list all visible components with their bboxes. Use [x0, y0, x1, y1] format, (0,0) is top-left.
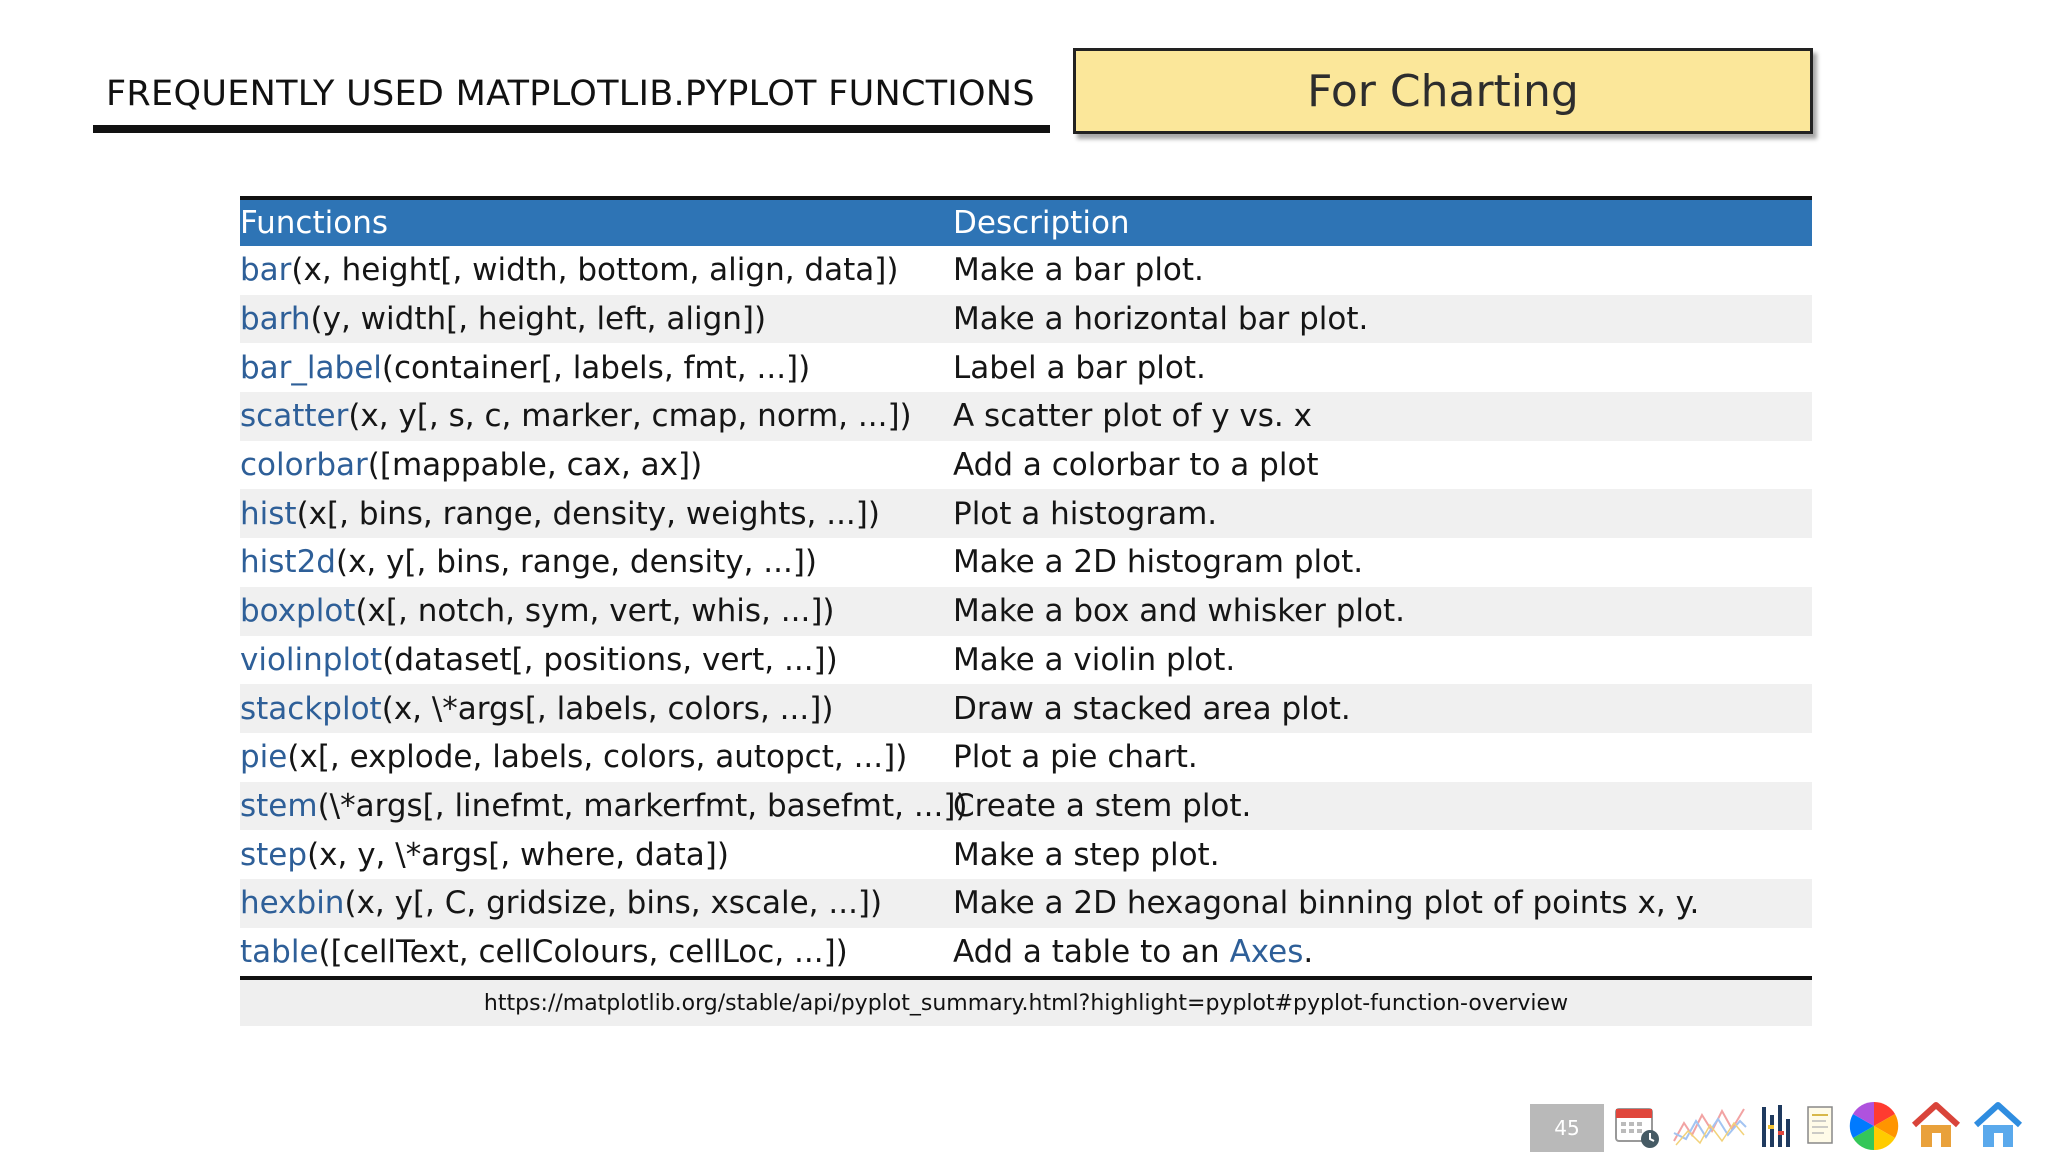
function-args: ([cellText, cellColours, cellLoc, ...]) — [318, 933, 848, 970]
function-cell — [240, 739, 953, 775]
function-name-link[interactable]: bar_label — [240, 349, 382, 386]
function-cell — [240, 837, 953, 873]
description-text: Plot a histogram. — [953, 495, 1218, 532]
table-row — [240, 441, 1812, 490]
description-cell — [953, 934, 1812, 970]
description-cell — [953, 885, 1812, 921]
home-red-icon[interactable] — [1910, 1101, 1962, 1151]
source-url[interactable]: https://matplotlib.org/stable/api/pyplot_summary.html?highlight=pyplot#pyplot-function-overview — [240, 980, 1812, 1026]
toolbar-icon-strip — [1612, 1100, 2024, 1152]
description-cell — [953, 691, 1812, 727]
document-icon[interactable] — [1804, 1101, 1838, 1151]
description-text: Plot a pie chart. — [953, 739, 1198, 776]
function-name-link[interactable]: hexbin — [240, 885, 345, 922]
description-text: Add a colorbar to a plot — [953, 447, 1319, 484]
description-cell — [953, 398, 1812, 434]
table-row — [240, 636, 1812, 685]
description-cell — [953, 544, 1812, 580]
table-row — [240, 684, 1812, 733]
bar-grid-icon[interactable] — [1758, 1101, 1794, 1151]
description-cell — [953, 252, 1812, 288]
table-row — [240, 879, 1812, 928]
description-text: Make a horizontal bar plot. — [953, 301, 1369, 338]
function-args: (x[, notch, sym, vert, whis, ...]) — [355, 593, 835, 630]
function-cell — [240, 787, 968, 824]
description-link[interactable]: Axes — [1229, 933, 1304, 970]
table-row — [240, 928, 1812, 977]
function-cell — [240, 642, 953, 678]
function-name-link[interactable]: hist — [240, 495, 297, 532]
description-tail: . — [1303, 933, 1314, 970]
description-cell — [953, 350, 1812, 386]
function-name-link[interactable]: stackplot — [240, 690, 382, 727]
function-cell — [240, 350, 953, 386]
function-name-link[interactable]: barh — [240, 301, 311, 338]
function-cell — [240, 593, 953, 629]
function-args: (\*args[, linefmt, markerfmt, basefmt, ...]) — [317, 787, 968, 824]
function-name-link[interactable]: hist2d — [240, 544, 336, 581]
function-name-link[interactable]: stem — [240, 787, 318, 824]
for-charting-tag: For Charting — [1073, 48, 1813, 134]
table-row — [240, 782, 1812, 831]
color-wheel-icon[interactable] — [1848, 1100, 1900, 1152]
function-args: (dataset[, positions, vert, ...]) — [382, 641, 838, 678]
table-row — [240, 246, 1812, 295]
function-name-link[interactable]: colorbar — [240, 447, 368, 484]
description-text: Make a bar plot. — [953, 252, 1204, 289]
table-row — [240, 295, 1812, 344]
function-cell — [240, 691, 953, 727]
description-text: Add a table to an — [953, 933, 1230, 970]
table-row — [240, 343, 1812, 392]
function-cell — [240, 934, 953, 970]
description-cell — [953, 739, 1812, 775]
header-description: Description — [953, 205, 1130, 241]
table-row — [240, 733, 1812, 782]
description-text: Make a box and whisker plot. — [953, 593, 1405, 630]
table-header-row — [240, 200, 1812, 246]
title-underline — [93, 125, 1050, 133]
page-number: 45 — [1530, 1104, 1604, 1152]
function-cell — [240, 447, 953, 483]
description-text: Label a bar plot. — [953, 349, 1206, 386]
function-cell — [240, 252, 953, 288]
function-cell — [240, 544, 953, 580]
description-text: Create a stem plot. — [953, 787, 1252, 824]
function-args: (x[, explode, labels, colors, autopct, ...]) — [287, 739, 908, 776]
function-cell — [240, 496, 953, 532]
functions-table — [240, 196, 1812, 1026]
function-args: (x[, bins, range, density, weights, ...]) — [296, 495, 880, 532]
function-args: (x, height[, width, bottom, align, data]) — [291, 252, 899, 289]
function-args: ([mappable, cax, ax]) — [367, 447, 703, 484]
function-cell — [240, 398, 953, 434]
function-args: (x, \*args[, labels, colors, ...]) — [381, 690, 834, 727]
home-blue-icon[interactable] — [1972, 1101, 2024, 1151]
function-args: (x, y[, bins, range, density, ...]) — [335, 544, 818, 581]
table-row — [240, 587, 1812, 636]
description-cell — [953, 301, 1812, 337]
description-text: Make a 2D hexagonal binning plot of points x, y. — [953, 885, 1700, 922]
function-cell — [240, 301, 953, 337]
description-text: A scatter plot of y vs. x — [953, 398, 1312, 435]
description-cell — [953, 447, 1812, 483]
function-name-link[interactable]: boxplot — [240, 593, 356, 630]
function-name-link[interactable]: violinplot — [240, 641, 383, 678]
function-name-link[interactable]: bar — [240, 252, 292, 289]
calendar-clock-icon[interactable] — [1612, 1101, 1662, 1151]
description-text: Make a 2D histogram plot. — [953, 544, 1364, 581]
description-text: Make a step plot. — [953, 836, 1220, 873]
function-cell — [240, 885, 953, 921]
description-cell — [953, 837, 1812, 873]
description-text: Draw a stacked area plot. — [953, 690, 1351, 727]
function-args: (x, y[, s, c, marker, cmap, norm, ...]) — [348, 398, 912, 435]
table-body — [240, 246, 1812, 976]
description-cell — [953, 593, 1812, 629]
table-row — [240, 392, 1812, 441]
table-row — [240, 538, 1812, 587]
function-name-link[interactable]: step — [240, 836, 308, 873]
description-text: Make a violin plot. — [953, 641, 1236, 678]
table-row — [240, 489, 1812, 538]
description-cell — [953, 788, 1812, 824]
description-cell — [953, 496, 1812, 532]
description-cell — [953, 642, 1812, 678]
line-chart-icon[interactable] — [1672, 1101, 1748, 1151]
function-args: (container[, labels, fmt, ...]) — [381, 349, 811, 386]
header-functions: Functions — [240, 205, 389, 241]
function-args: (x, y, \*args[, where, data]) — [307, 836, 729, 873]
function-name-link[interactable]: scatter — [240, 398, 349, 435]
function-name-link[interactable]: table — [240, 933, 319, 970]
function-name-link[interactable]: pie — [240, 739, 288, 776]
slide-title: FREQUENTLY USED MATPLOTLIB.PYPLOT FUNCTIONS — [106, 74, 1035, 114]
table-row — [240, 830, 1812, 879]
function-args: (y, width[, height, left, align]) — [310, 301, 767, 338]
function-args: (x, y[, C, gridsize, bins, xscale, ...]) — [344, 885, 883, 922]
